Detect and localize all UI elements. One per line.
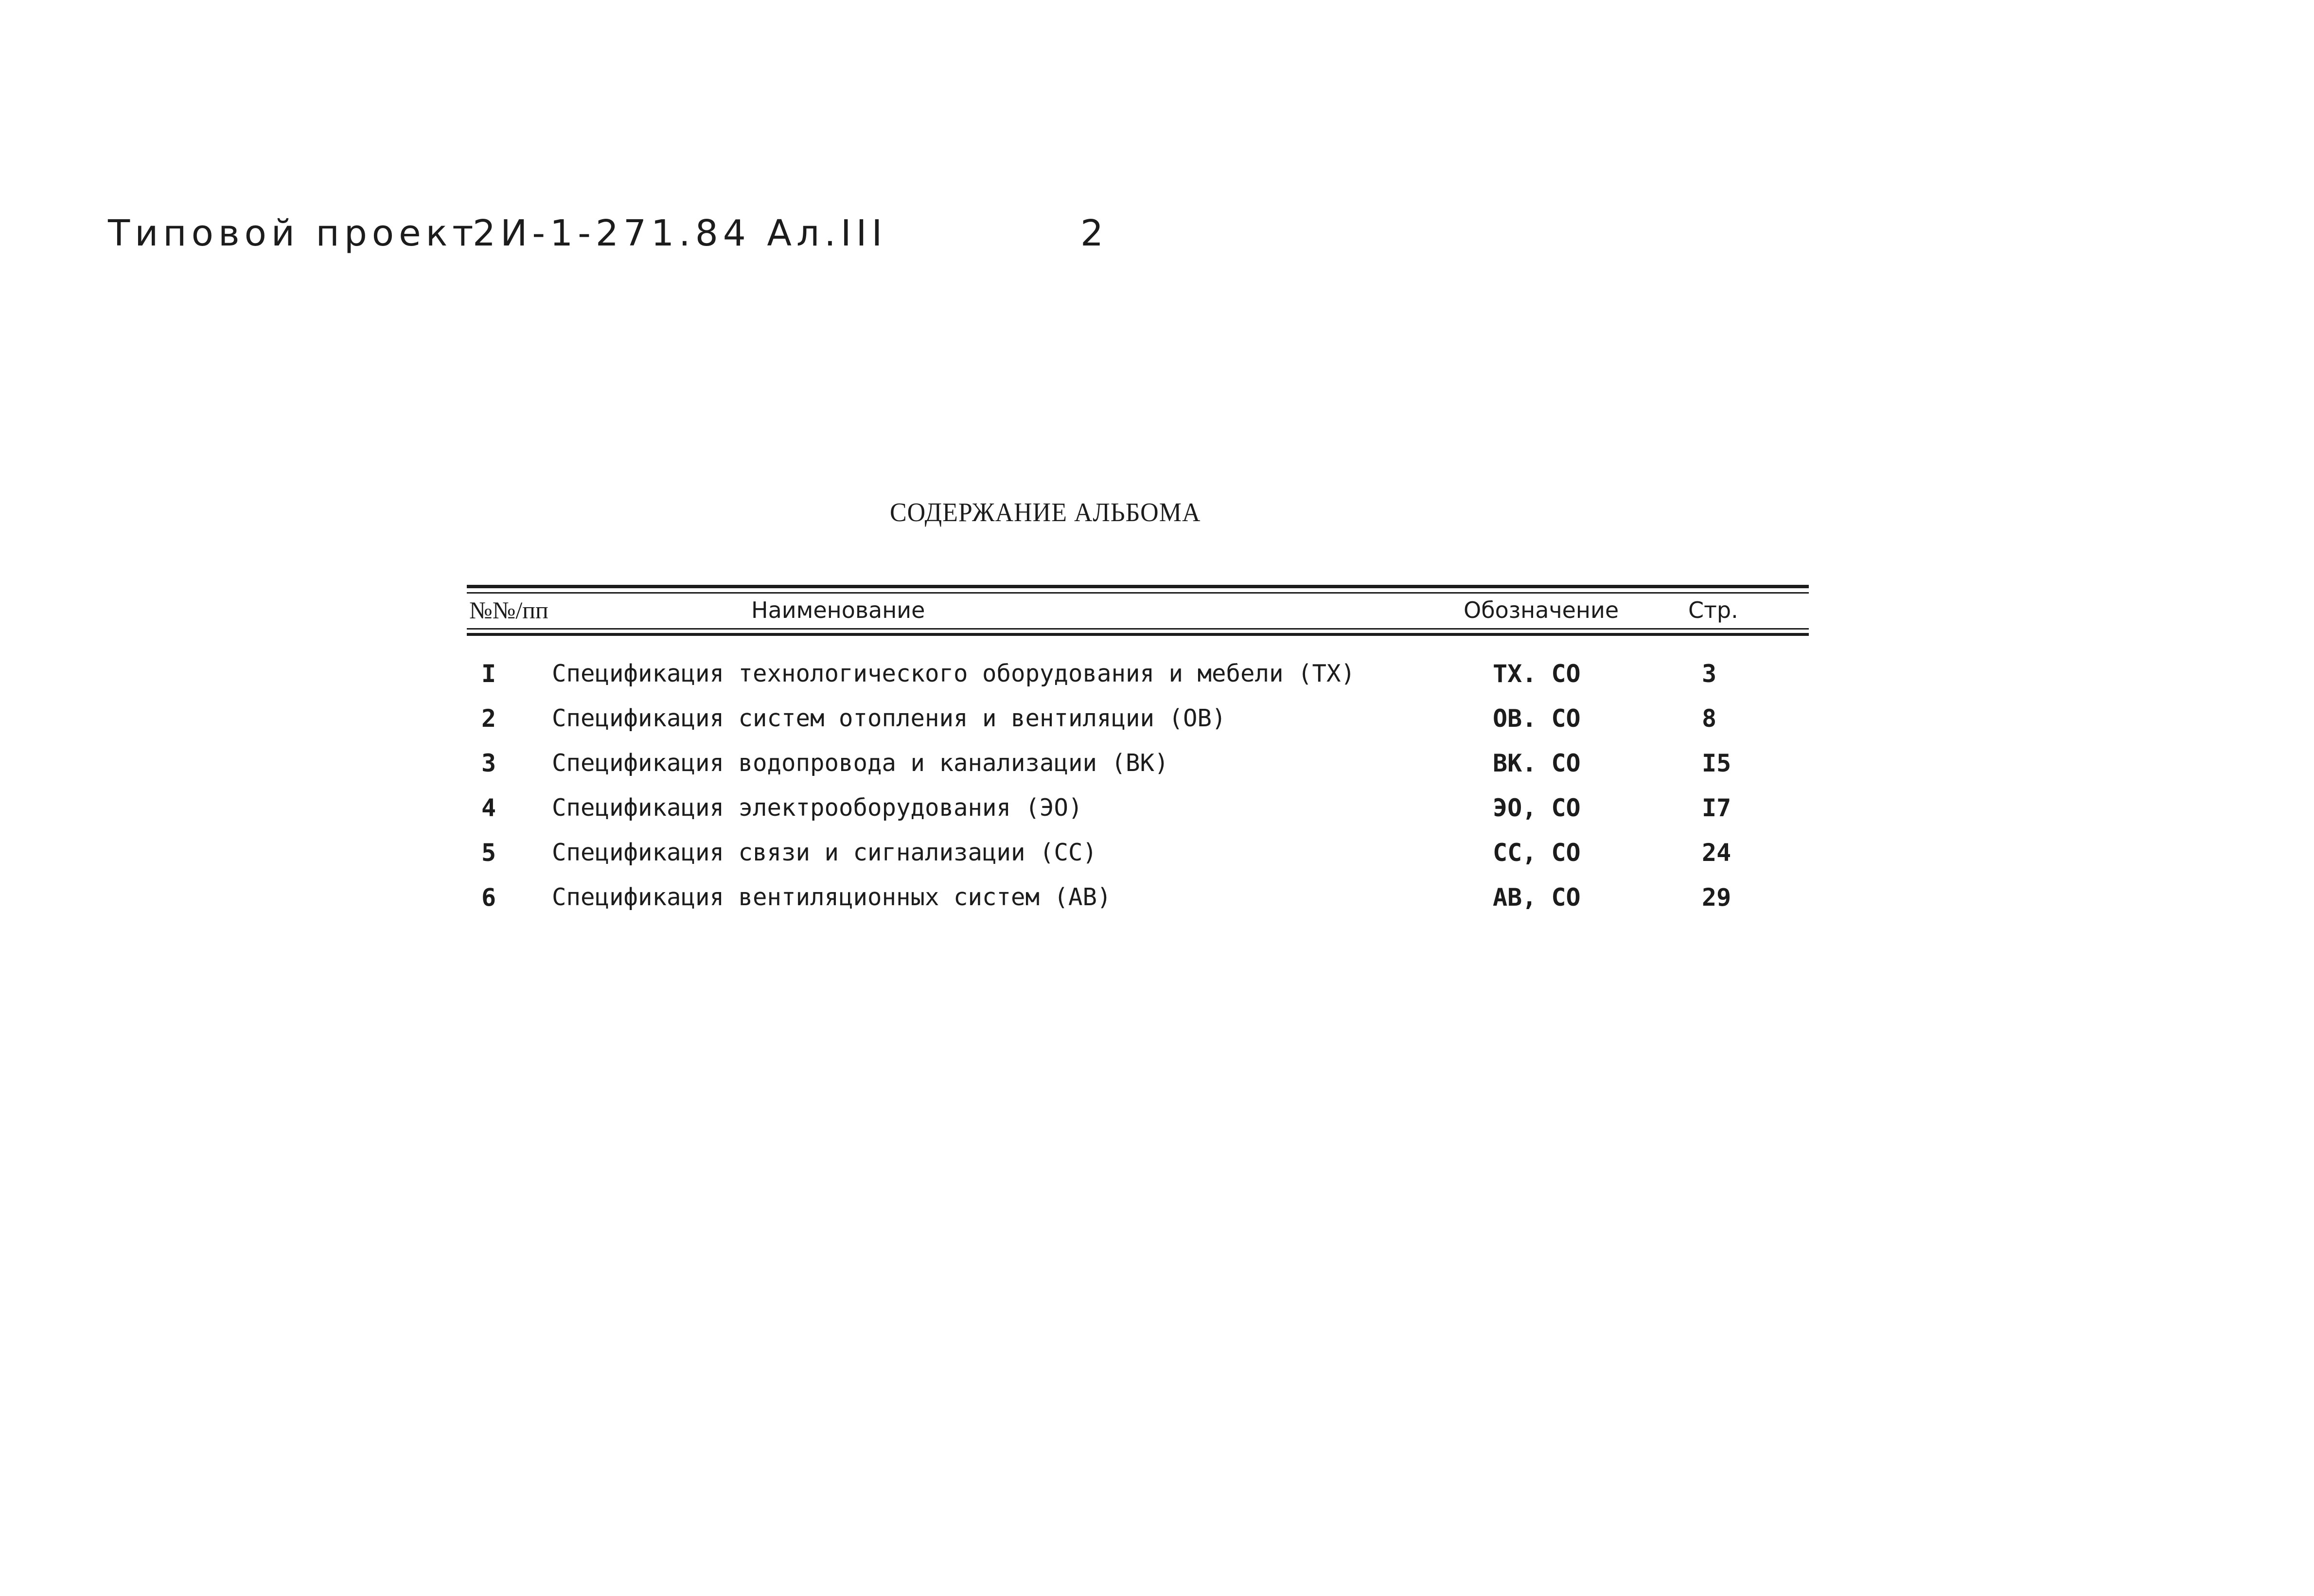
page-number: 2 [1080,212,1109,254]
document-title: СОДЕРЖАНИЕ АЛЬБОМА [890,498,1201,527]
row-page: 3 [1702,660,1717,688]
row-page: 24 [1702,839,1731,867]
column-header-number: №№/пп [469,596,548,624]
row-name: Спецификация связи и сигнализации (СС) [552,839,1097,866]
row-page: 29 [1702,883,1731,912]
table-row [467,696,1809,741]
row-name: Спецификация вентиляционных систем (АВ) [552,883,1112,911]
contents-table-body [467,651,1809,920]
row-designation: ТХ. СО [1493,660,1581,688]
row-designation: СС, СО [1493,839,1581,867]
row-designation: ЭО, СО [1493,794,1581,822]
row-page: I7 [1702,794,1731,822]
row-number: 4 [481,794,496,822]
column-header-designation: Обозначение [1464,597,1619,623]
row-name: Спецификация технологического оборудования и мебели (ТХ) [552,660,1356,687]
header-bottom-rule [467,633,1809,636]
row-designation: АВ, СО [1493,883,1581,912]
row-page: I5 [1702,749,1731,777]
row-name: Спецификация систем отопления и вентиляции (ОВ) [552,704,1226,732]
project-code: 2И-1-271.84 Ал.III [473,212,887,254]
table-row [467,875,1809,920]
table-row [467,651,1809,696]
column-header-page: Стр. [1688,597,1738,623]
page-header [108,209,1178,267]
row-number: 5 [481,839,496,867]
row-name: Спецификация электрооборудования (ЭО) [552,794,1083,822]
row-name: Спецификация водопровода и канализации (ВК) [552,749,1169,777]
row-number: 2 [481,704,496,733]
header-bottom-rule-thin [467,628,1809,630]
table-row [467,786,1809,830]
row-number: 3 [481,749,496,777]
row-designation: ОВ. СО [1493,704,1581,733]
row-number: 6 [481,883,496,912]
column-header-name: Наименование [751,597,925,623]
row-page: 8 [1702,704,1717,733]
row-designation: ВК. СО [1493,749,1581,777]
table-row [467,830,1809,875]
table-top-rule [467,585,1809,588]
table-row [467,741,1809,786]
row-number: I [481,660,496,688]
project-type-label: Типовой проект [108,212,478,254]
